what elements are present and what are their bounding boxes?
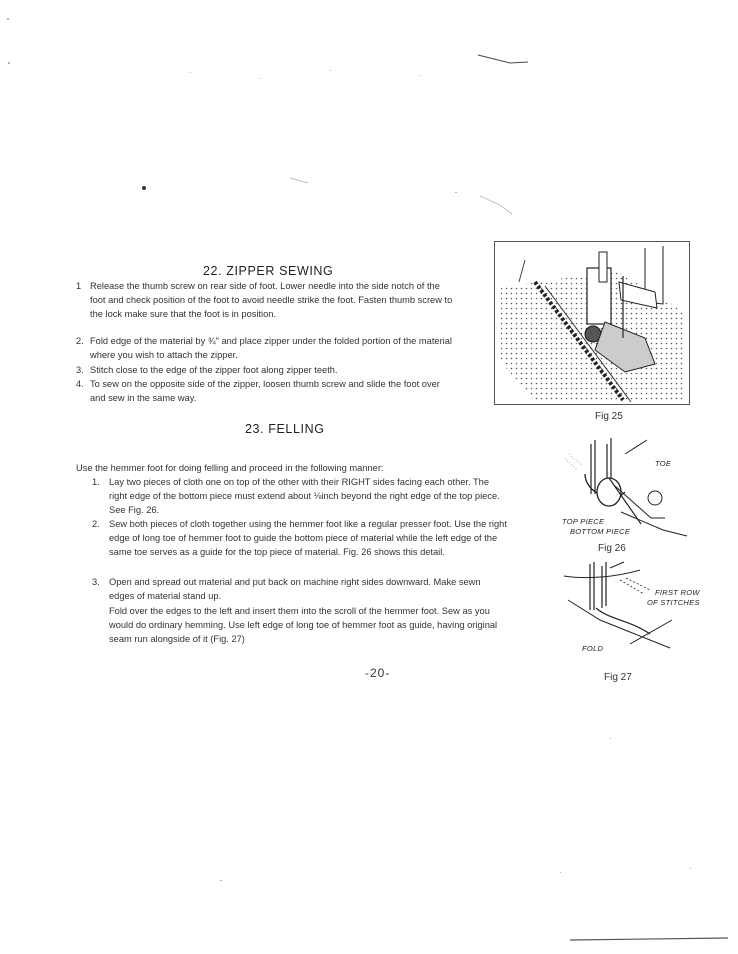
step-text: Sew both pieces of cloth together using the hemmer foot like a regular presser foot. Use the right edge of long toe of hemmer foot to guide the bottom piece of material while the left edge of the same toe serves as a guide for the top piece of material. Fig. 26 shows this detail.	[109, 519, 507, 558]
step-text: Stitch close to the edge of the zipper foot along zipper teeth.	[90, 365, 338, 375]
step-text: Fold edge of the material by ¾" and place zipper under the folded portion of the material where you wish to attach the zipper.	[90, 336, 452, 361]
hemmer-foot-fig27-illustration	[560, 560, 680, 660]
step-number: 2.	[76, 336, 84, 346]
step-number: 3.	[92, 577, 100, 587]
figure-26-caption: Fig 26	[598, 543, 626, 554]
felling-step-3	[92, 575, 507, 603]
figure-27-caption: Fig 27	[604, 672, 632, 683]
section-heading-felling: 23. FELLING	[245, 422, 325, 436]
fig26-label-bottom-piece: BOTTOM PIECE	[570, 527, 631, 536]
felling-step-1	[92, 475, 507, 518]
step-text: Lay two pieces of cloth one on top of the other with their RIGHT sides facing each other. The right edge of the bottom piece must extend about ⅛inch beyond the right edge of the top piece. See Fig. 26.	[109, 477, 500, 516]
fig26-label-toe: TOE	[655, 459, 672, 468]
fig26-label-top-piece: TOP PIECE	[562, 517, 605, 526]
step-text: To sew on the opposite side of the zipper, loosen thumb screw and slide the foot over and sew in the same way.	[90, 379, 440, 404]
zipper-step-2	[76, 334, 454, 362]
zipper-foot-illustration	[495, 242, 691, 406]
figure-25-caption: Fig 25	[595, 411, 623, 422]
page-number: -20-	[365, 666, 391, 680]
fig27-label-of-stitches: OF STITCHES	[647, 598, 700, 607]
step-number: 3.	[76, 365, 84, 375]
step-number: 1	[76, 281, 82, 291]
fig27-label-first-row: FIRST ROW	[655, 588, 700, 597]
step-text: Release the thumb screw on rear side of foot. Lower needle into the side notch of the foot and check position of the foot to avoid needle strike the foot. Fasten thumb screw to the lock make sure that the foot is in position.	[90, 281, 453, 320]
felling-intro: Use the hemmer foot for doing felling and proceed in the following manner:	[76, 463, 384, 473]
figure-25-frame	[494, 241, 690, 405]
section-heading-zipper-sewing: 22. ZIPPER SEWING	[203, 264, 334, 278]
step-number: 1.	[92, 477, 100, 487]
zipper-step-4	[76, 377, 454, 405]
felling-step-2	[92, 517, 507, 560]
step-number: 4.	[76, 379, 84, 389]
step-number: 2.	[92, 519, 100, 529]
fig27-label-fold: FOLD	[582, 644, 604, 653]
zipper-step-1	[76, 279, 454, 322]
felling-continuation: Fold over the edges to the left and insert them into the scroll of the hemmer foot. Sew as you would do ordinary hemming. Use left edge of long toe of hemmer foot as guide, having original seam run alongside of it (Fig. 27)	[109, 606, 498, 645]
step-text: Open and spread out material and put back on machine right sides downward. Make sewn edges of material stand up.	[109, 577, 481, 602]
zipper-step-3	[76, 363, 454, 377]
